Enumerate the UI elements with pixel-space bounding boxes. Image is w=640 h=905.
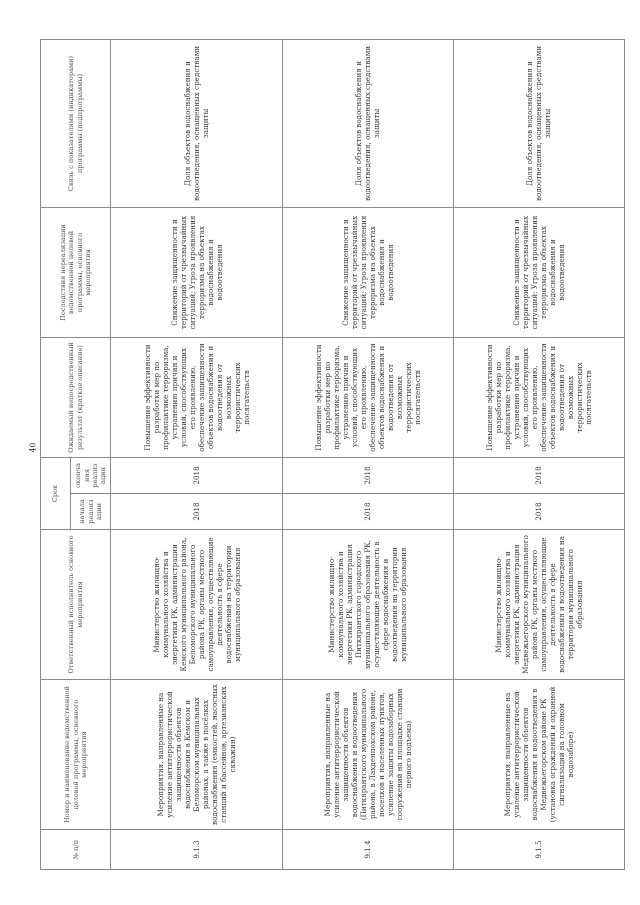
header-result: Ожидаемый непосредственный результат (краткое описание) [41,337,111,457]
header-name: Номер и наименование ведомственной целевой программы, основного мероприятия [41,680,111,830]
cell-responsible: Министерство жилищно-коммунального хозяйства и энергетики РК, администрация Питкярантского городского муниципального образования РК, осуществляющие деятельность в сфере водоснабжения и водоотведения на территории муниципального образования [282,530,453,680]
cell-end: 2018 [282,457,453,493]
cell-start: 2018 [453,494,624,530]
cell-result: Повышение эффективности разработки мер по профилактике терроризма, устранению причин и условий, способствующих его проявлению, обеспечение защищенности объектов водоснабжения и водоотведения от возможных террористических посягательств [282,337,453,457]
header-consequences: Последствия нереализации ведомственной целевой программы, основного мероприятия [41,207,111,337]
header-num: № п/п [41,830,111,870]
cell-end: 2018 [111,457,282,493]
table-row [111,39,282,869]
page-number: 40 [28,442,38,453]
cell-num: 9.1.4 [282,830,453,870]
table-row [453,39,624,869]
cell-name: Мероприятия, направленные на усиление антитеррористической защищенности объектов водоснабжения и водоотведения в Медвежьегорском районе РК (установка ограждений и охранной сигнализации на головном водозаборе) [453,680,624,830]
cell-name: Мероприятия, направленные на усиление антитеррористической защищенности объектов водоснабжения в Кемском и Беломорском муниципальных районах, а также в посёлках водоснабжения (емкостей, насосных станций и бассейнов, артезианских скважин) [111,680,282,830]
table-row [282,39,453,869]
table-sheet [40,40,625,870]
cell-consequences: Снижение защищенности и территорий от чрезвычайных ситуаций; Угроза проявления терроризма на объектах водоснабжения и водоотведения [453,207,624,337]
cell-result: Повышение эффективности разработки мер по профилактике терроризма, устранению причин и условий, способствующих его проявлению, обеспечение защищенности объектов водоснабжения и водоотведения от возможных террористических посягательств [111,337,282,457]
cell-consequences: Снижение защищенности и территорий от чрезвычайных ситуаций; Угроза проявления терроризма на объектах водоснабжения и водоотведения [282,207,453,337]
header-end: окончания реализации [71,457,111,493]
header-start: начала реализации [71,494,111,530]
cell-start: 2018 [282,494,453,530]
header-link: Связь с показателями (индикаторами) программы (подпрограммы) [41,39,111,207]
cell-responsible: Министерство жилищно-коммунального хозяйства и энергетики РК, администрации Кемского муниципального района, Беломорского муниципального района РК, органы местного самоуправления, осуществляющие деятельность в сфере водоснабжения на территории муниципального образования [111,530,282,680]
cell-num: 9.1.3 [111,830,282,870]
header-row [41,39,71,869]
cell-name: Мероприятия, направленные на усиление антитеррористической защищенности объектов водоснабжения и водоотведения (Питкярантского муниципального района, в Лахденпохском районе, поселков и населенных пунктов, усиление защиты водозаборных сооружений на площадке станции первого подъема) [282,680,453,830]
header-term: Срок [41,457,71,529]
cell-result: Повышение эффективности разработки мер по профилактике терроризма, устранению причин и условий, способствующих его проявлению, обеспечение защищенности объектов водоснабжения и водоотведения от возможных террористических посягательств [453,337,624,457]
cell-start: 2018 [111,494,282,530]
cell-responsible: Министерство жилищно-коммунального хозяйства и энергетики РК, администрация Медвежьегорского муниципального района РК, органы местного самоуправления, осуществляющие деятельность в сфере водоснабжения и водоотведения на территории муниципального образования [453,530,624,680]
cell-link: Доля объектов водоснабжения и водоотведения, оснащенных средствами защиты [453,39,624,207]
header-responsible: Ответственный исполнитель основного мероприятия [41,530,111,680]
cell-consequences: Снижение защищенности и территорий от чрезвычайных ситуаций; Угроза проявления терроризма на объектах водоснабжения и водоотведения [111,207,282,337]
cell-num: 9.1.5 [453,830,624,870]
cell-link: Доля объектов водоснабжения и водоотведения, оснащенных средствами защиты [111,39,282,207]
program-table [40,39,625,870]
rotated-table-container [40,40,625,870]
cell-link: Доля объектов водоснабжения и водоотведения, оснащенных средствами защиты [282,39,453,207]
cell-end: 2018 [453,457,624,493]
